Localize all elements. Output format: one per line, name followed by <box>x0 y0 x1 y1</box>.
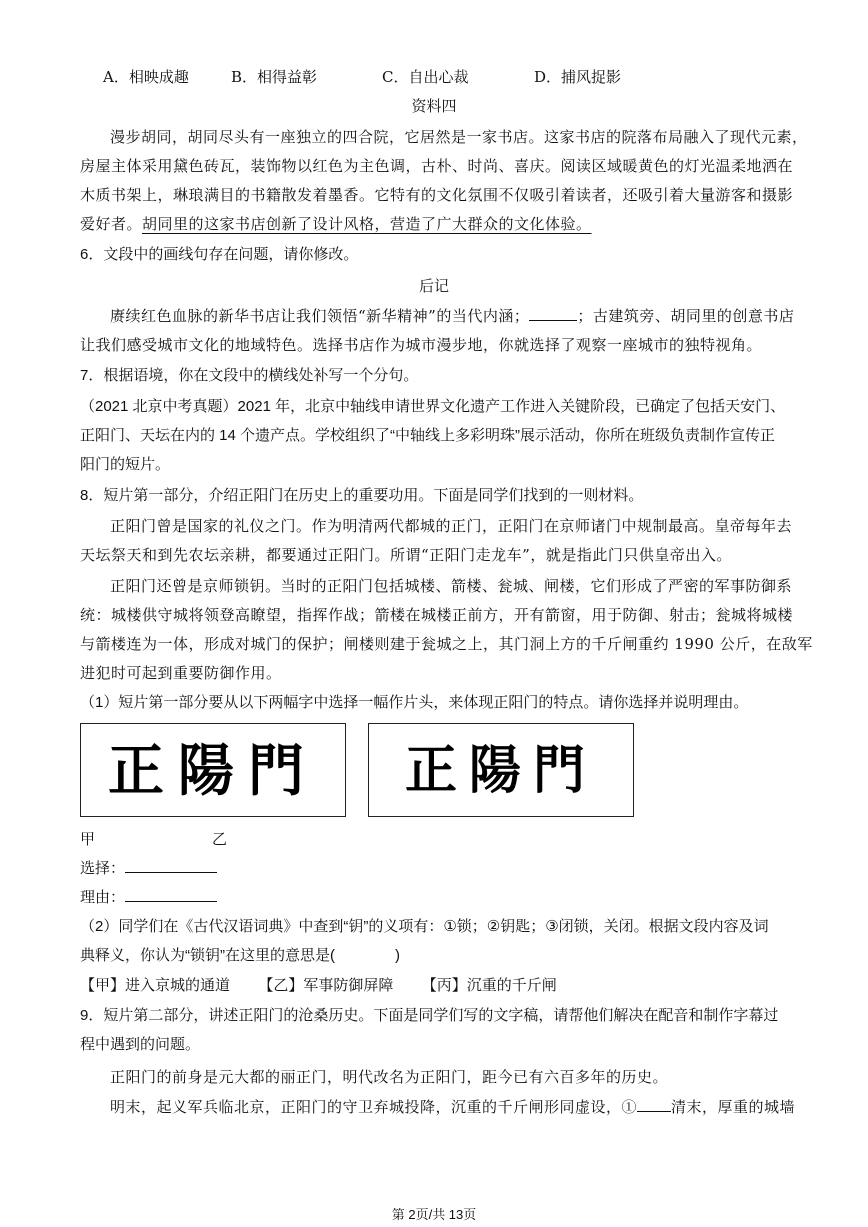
question-9-line1: 9．短片第二部分，讲述正阳门的沧桑历史。下面是同学们写的文字稿，请帮他们解决在配音和制作字幕过 <box>80 1007 779 1024</box>
material4-line2: 房屋主体采用黛色砖瓦，装饰物以红色为主色调，古朴、时尚、喜庆。阅读区域暖黄色的灯光温柔地洒在 <box>80 157 794 175</box>
material-p1-line2: 天坛祭天和到先农坛亲耕，都要通过正阳门。所谓“正阳门走龙车”，就是指此门只供皇帝出入。 <box>80 546 732 564</box>
afterword-line1-b: ；古建筑旁、胡同里的创意书店 <box>577 307 795 325</box>
label-yi: 乙 <box>212 830 228 848</box>
label-jia: 甲 <box>80 830 96 848</box>
calligraphy-yi-image <box>369 724 633 816</box>
material4-line4 <box>80 214 792 234</box>
option-jia: 【甲】进入京城的通道 <box>80 977 231 994</box>
script-blank-1[interactable] <box>637 1097 671 1112</box>
script-line2 <box>110 1097 796 1117</box>
calligraphy-jia-text: 正陽門 <box>108 738 318 804</box>
question-6: 6．文段中的画线句存在问题，请你修改。 <box>80 246 359 263</box>
question-8: 8．短片第一部分，介绍正阳门在历史上的重要功用。下面是同学们找到的一则材料。 <box>80 487 644 504</box>
choice-blank[interactable] <box>125 858 217 873</box>
question-8-1: （1）短片第一部分要从以下两幅字中选择一幅作片头，来体现正阳门的特点。请你选择并说明理由。 <box>80 694 749 711</box>
calligraphy-jia <box>80 723 346 817</box>
intro-line1: （2021 北京中考真题）2021 年，北京中轴线申请世界文化遗产工作进入关键阶段，已确定了包括天安门、 <box>80 398 786 415</box>
material-p2-line2: 统：城楼供守城将领登高瞭望，指挥作战；箭楼在城楼正前方，开有箭窗，用于防御、射击；瓮城将城楼 <box>80 606 794 624</box>
choice-line <box>80 858 792 879</box>
intro-line2: 正阳门、天坛在内的 14 个遗产点。学校组织了“中轴线上多彩明珠”展示活动，你所在班级负责制作宣传正 <box>80 427 776 444</box>
underlined-sentence: 胡同里的这家书店创新了设计风格，营造了广大群众的文化体验。 <box>142 215 592 233</box>
material4-line3: 木质书架上，琳琅满目的书籍散发着墨香。它特有的文化氛围不仅吸引着读者，还吸引着大量游客和摄影 <box>80 186 794 204</box>
reason-label: 理由： <box>80 889 126 906</box>
afterword-line1 <box>110 306 795 326</box>
script-line2-b: 清末，厚重的城墙 <box>671 1098 796 1116</box>
option-b: B．相得益彰 <box>231 68 318 86</box>
question-8-2-line2: 典释义，你认为“锁钥”在这里的意思是( ) <box>80 947 400 964</box>
calligraphy-jia-image <box>81 724 345 816</box>
fill-blank[interactable] <box>529 306 577 321</box>
script-line1: 正阳门的前身是元大都的丽正门，明代改名为正阳门，距今已有六百多年的历史。 <box>110 1068 669 1086</box>
option-yi: 【乙】军事防御屏障 <box>258 977 394 994</box>
reason-line <box>80 887 792 908</box>
question-8-2-line1: （2）同学们在《古代汉语词典》中查到“钥”的义项有：①锁；②钥匙；③闭锁，关闭。根据文段内容及词 <box>80 918 769 935</box>
calligraphy-yi <box>368 723 634 817</box>
page-footer: 第 2页/共 13页 <box>391 1207 477 1222</box>
option-c: C．自出心裁 <box>382 68 469 86</box>
material-p2-line3: 与箭楼连为一体，形成对城门的保护；闸楼则建于瓮城之上，其门洞上方的千斤闸重约 1990 公斤，在敌军 <box>80 635 813 653</box>
intro-line3: 阳门的短片。 <box>80 456 171 473</box>
material-p1-line1: 正阳门曾是国家的礼仪之门。作为明清两代都城的正门，正阳门在京师诸门中规制最高。皇帝每年去 <box>110 517 793 535</box>
afterword-line2: 让我们感受城市文化的地域特色。选择书店作为城市漫步地，你就选择了观察一座城市的独特视角。 <box>80 336 763 354</box>
reason-blank[interactable] <box>125 887 217 902</box>
material4-line1: 漫步胡同，胡同尽头有一座独立的四合院，它居然是一家书店。这家书店的院落布局融入了现代元素， <box>110 128 808 146</box>
material-p2-line1: 正阳门还曾是京师锁钥。当时的正阳门包括城楼、箭楼、瓮城、闸楼，它们形成了严密的军事防御系 <box>110 577 793 595</box>
choice-label: 选择： <box>80 860 126 877</box>
option-bing: 【丙】沉重的千斤闸 <box>421 977 557 994</box>
section-title-afterword: 后记 <box>418 277 449 295</box>
section-title-material-4: 资料四 <box>411 97 457 115</box>
afterword-line1-a: 赓续红色血脉的新华书店让我们领悟“新华精神”的当代内涵； <box>110 307 530 325</box>
material-p2-line4: 进犯时可起到重要防御作用。 <box>80 664 282 682</box>
question-8-2-options <box>80 976 792 996</box>
option-a: A．相映成趣 <box>103 68 189 86</box>
calligraphy-yi-text: 正陽門 <box>404 741 598 801</box>
material4-line4-plain: 爱好者。 <box>80 215 143 233</box>
question-7: 7．根据语境，你在文段中的横线处补写一个分句。 <box>80 367 419 384</box>
script-line2-a: 明末，起义军兵临北京，正阳门的守卫弃城投降，沉重的千斤闸形同虚设，① <box>110 1098 638 1116</box>
question-9-line2: 程中遇到的问题。 <box>80 1036 201 1053</box>
option-d: D．捕风捉影 <box>534 68 622 86</box>
